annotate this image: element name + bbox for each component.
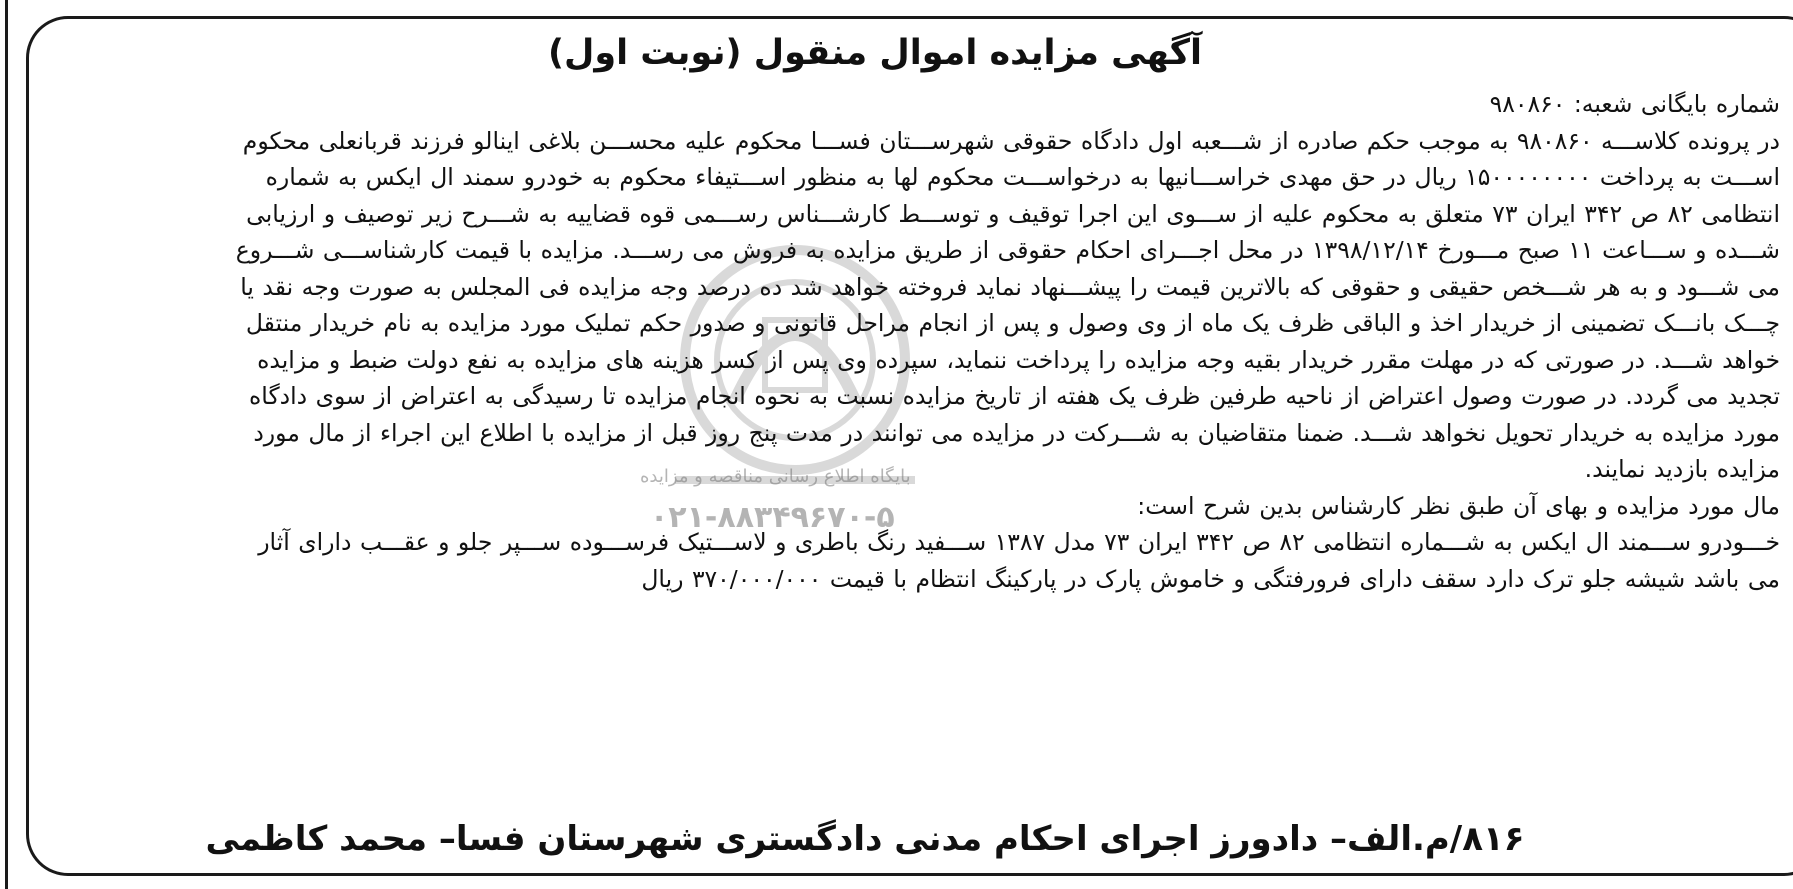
body-line: می باشد شیشه جلو ترک دارد سقف دارای فرورفتگی و خاموش پارک در پارکینگ انتظام با قیمت ۳۷۰/۰۰۰/۰۰۰ ریال bbox=[641, 564, 1780, 593]
body-line: اســـت به پرداخت ۱۵۰۰۰۰۰۰۰۰ ریال در حق مهدی خراســـانیها به درخواســـت محکوم لها به منظور اســـتیفاء محکوم به خودرو سمند ال ایکس به شماره bbox=[265, 163, 1780, 191]
left-edge-line bbox=[5, 0, 8, 889]
body-line: خـــودرو ســـمند ال ایکس به شـــماره انتظامی ۸۲ ص ۳۴۲ ایران ۷۳ مدل ۱۳۸۷ ســـفید رنگ باطری و لاســـتیک فرســـوده ســـپر جلو و عقـــب دارای آثار bbox=[258, 528, 1780, 556]
body-line: مزایده بازدید نمایند. bbox=[1584, 455, 1780, 483]
watermark-caption: بایگاه اطلاع رسانی مناقصه و مزایده bbox=[640, 466, 911, 487]
body-line: در پرونده کلاســـه ۹۸۰۸۶۰ به موجب حکم صادره از شـــعبه اول دادگاه حقوقی شهرســـتان فســـا محکوم علیه محســـن بلاغی اینالو فرزند قربانعلی محکوم bbox=[242, 126, 1780, 155]
watermark-phone: ۰۲۱-۸۸۳۴۹۶۷۰-۵ bbox=[650, 500, 895, 535]
body-line: انتظامی ۸۲ ص ۳۴۲ ایران ۷۳ متعلق به محکوم علیه از ســـوی این اجرا توقیف و توســـط کارشـــناس رســـمی قوه قضاییه به شـــرح زیر توصیف و ارزیابی bbox=[246, 199, 1780, 228]
body-line: مورد مزایده به خریدار تحویل نخواهد شـــد. ضمنا متقاضیان به شـــرکت در مزایده می توانند در مدت پنج روز قبل از مزایده با اطلاع این اجراء از مال مورد bbox=[253, 418, 1780, 447]
body-line: شـــده و ســـاعت ۱۱ صبح مـــورخ ۱۳۹۸/۱۲/۱۴ در محل اجـــرای احکام حقوقی از طریق مزایده به فروش می رســـد. مزایده با قیمت کارشناســـی شـــروع bbox=[235, 236, 1780, 264]
body-line: خواهد شـــد. در صورتی که در مهلت مقرر خریدار بقیه وجه مزایده را پرداخت ننماید، سپرده وی پس از کسر هزینه های مزایده به نفع دولت ضبط و مزایده bbox=[257, 345, 1780, 374]
notice-footer-signature: ۸۱۶/م.الف– دادورز اجرای احکام مدنی دادگستری شهرستان فسا– محمد کاظمی bbox=[205, 819, 1525, 859]
notice-title: آگهی مزایده اموال منقول (نوبت اول) bbox=[547, 33, 1203, 73]
body-line: چـــک بانـــک تضمینی از خریدار اخذ و الباقی ظرف یک ماه از وی وصول و پس از انجام مراحل قانونی و صدور حکم تملیک مورد مزایده به نام خریدار منتقل bbox=[245, 309, 1780, 337]
body-line: تجدید می گردد. در صورت وصول اعتراض از ناحیه طرفین ظرف یک هفته از تاریخ مزایده نسبت به نحوه انجام مزایده تا رسیدگی به اعتراض از سوی دادگاه bbox=[249, 382, 1780, 410]
notice-content bbox=[40, 28, 1780, 597]
body-line: مال مورد مزایده و بهای آن طبق نظر کارشناس بدین شرح است: bbox=[1137, 491, 1780, 520]
body-line: شماره بایگانی شعبه: ۹۸۰۸۶۰ bbox=[1489, 90, 1780, 118]
body-line: می شـــود و به هر شـــخص حقیقی و حقوقی که بالاترین قیمت را پیشـــنهاد نماید فروخته خواهد شد ده درصد وجه مزایده فی المجلس به صورت وجه نقد یا bbox=[240, 272, 1780, 301]
